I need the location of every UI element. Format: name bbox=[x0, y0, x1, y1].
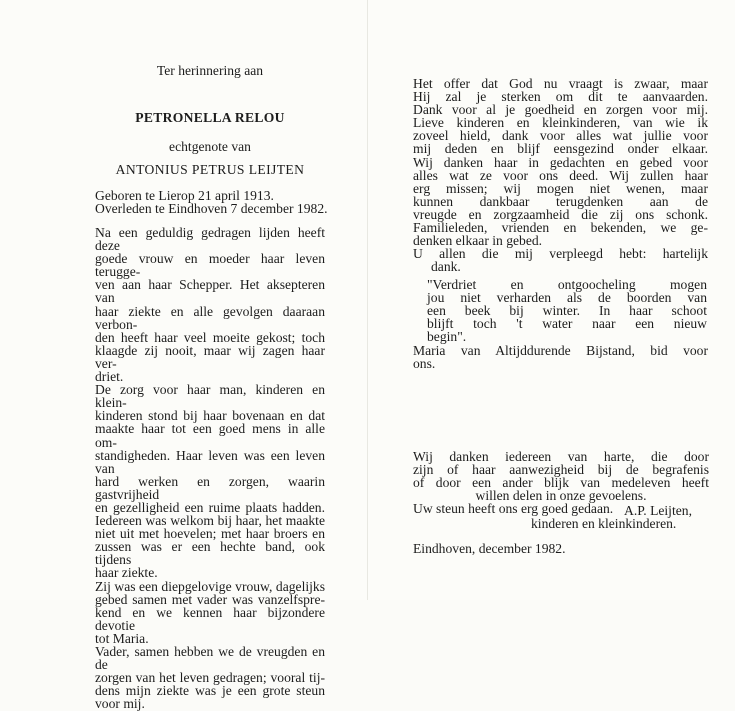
farewell-text bbox=[413, 77, 708, 273]
prayer-line: Maria van Altijddurende Bijstand, bid voor bbox=[413, 343, 708, 358]
bio-line: zorgen van het leven gedragen; vooral tij- bbox=[95, 670, 325, 686]
farewell-line: U allen die mij verpleegd hebt: hartelijk bbox=[413, 246, 708, 262]
poem-line: een beek bij winter. In haar schoot bbox=[427, 303, 707, 319]
thanks-line: Wij danken iedereen van harte, die door bbox=[413, 449, 709, 464]
spouse-name: ANTONIUS PETRUS LEIJTEN bbox=[115, 162, 305, 177]
bio-line: den heeft haar veel moeite gekost; toch bbox=[95, 329, 325, 345]
bio-line: ven aan haar Schepper. Het aksepteren van bbox=[95, 277, 325, 306]
bio-line: dens mijn ziekte was je een grote steun bbox=[95, 683, 325, 699]
bio-line: voor mij. bbox=[95, 696, 145, 711]
farewell-line: zoveel hield, dank voor alles wat jullie voor bbox=[413, 128, 708, 144]
farewell-line: alles wat ze voor ons deed. Wij zullen haar bbox=[413, 167, 708, 183]
bio-line: Zij was een diepgelovige vrouw, dagelijks bbox=[95, 578, 325, 594]
bio-line: goede vrouw en moeder haar leven terugge- bbox=[95, 251, 325, 280]
farewell-line: Dank voor al je goedheid en zorgen voor mij. bbox=[413, 102, 708, 118]
intro-text: Ter herinnering aan bbox=[156, 63, 264, 78]
thanks-line: Uw steun heeft ons erg goed gedaan. bbox=[413, 501, 614, 517]
poem-line: jou niet verharden als de boorden van bbox=[427, 290, 707, 306]
life-dates bbox=[95, 189, 340, 215]
bio-line: zussen was er een hechte band, ook tijdens bbox=[95, 539, 325, 568]
bio-line: De zorg voor haar man, kinderen en klein- bbox=[95, 382, 325, 411]
bio-line: haar ziekte en alle gevolgen daaraan verbon- bbox=[95, 303, 325, 332]
prayer-text bbox=[413, 344, 708, 370]
birth-line: Geboren te Lierop 21 april 1913. bbox=[95, 188, 274, 203]
thanks-line: willen delen in onze gevoelens. bbox=[475, 488, 647, 504]
bio-line: kend en we kennen haar bijzondere devotie bbox=[95, 604, 325, 633]
card-fold-line bbox=[367, 0, 368, 600]
farewell-line: Het offer dat God nu vraagt is zwaar, maar bbox=[413, 76, 708, 91]
bio-line: kinderen stond bij haar bovenaan en dat bbox=[95, 408, 325, 424]
poem-line: blijft toch 't water naar een nieuw bbox=[427, 316, 707, 332]
bio-line: niet uit met hoevelen; met haar broers en bbox=[95, 526, 325, 542]
farewell-line: denken elkaar in gebed. bbox=[413, 233, 543, 249]
thanks-line: of door een ander blijk van medeleven heeft bbox=[413, 475, 709, 491]
bio-line: haar ziekte. bbox=[95, 565, 158, 581]
bio-line: gebed samen met vader was vanzelfspre- bbox=[95, 591, 325, 607]
farewell-line: vreugde en zorgzaamheid die zij ons schonk. bbox=[413, 206, 708, 222]
bio-line: Iedereen was welkom bij haar, het maakte bbox=[95, 513, 325, 529]
deceased-name: PETRONELLA RELOU bbox=[135, 110, 285, 125]
relation-text: echtgenote van bbox=[169, 139, 251, 154]
farewell-line: dank. bbox=[431, 259, 461, 275]
place-date: Eindhoven, december 1982. bbox=[413, 541, 566, 556]
bio-line: tot Maria. bbox=[95, 630, 149, 646]
thanks-line: zijn of haar aanwezigheid bij de begrafenis bbox=[413, 462, 709, 478]
bio-line: Vader, samen hebben we de vreugden en de bbox=[95, 644, 325, 673]
bio-line: maakte haar tot een goed mens in alle om- bbox=[95, 421, 325, 450]
farewell-line: Hij zal je sterken om dit te aanvaarden. bbox=[413, 89, 708, 105]
farewell-line: Wij danken haar in gedachten en gebed voor bbox=[413, 154, 708, 170]
poem-line: "Verdriet en ontgoocheling mogen bbox=[427, 277, 707, 292]
bio-line: en gezelligheid een ruime plaats hadden. bbox=[95, 499, 325, 515]
prayer-line: ons. bbox=[413, 356, 436, 372]
signature-name: A.P. Leijten, bbox=[624, 503, 692, 518]
biography bbox=[95, 226, 325, 710]
bio-line: klaagde zij nooit, maar wij zagen haar ver- bbox=[95, 342, 325, 371]
farewell-line: erg missen; wij mogen niet wenen, maar bbox=[413, 180, 708, 196]
farewell-line: Familieleden, vrienden en bekenden, we ge- bbox=[413, 220, 708, 236]
death-line: Overleden te Eindhoven 7 december 1982. bbox=[95, 201, 328, 217]
bio-line: standigheden. Haar leven was een leven van bbox=[95, 447, 325, 476]
poem-line: begin". bbox=[427, 329, 467, 345]
farewell-line: mij deden en blijf eensgezind onder elkaar. bbox=[413, 141, 708, 157]
farewell-line: kunnen dankbaar terugdenken aan de bbox=[413, 193, 708, 209]
bio-line: driet. bbox=[95, 369, 124, 385]
signature-family: kinderen en kleinkinderen. bbox=[531, 516, 677, 531]
farewell-line: Lieve kinderen en kleinkinderen, van wie ik bbox=[413, 115, 708, 131]
bio-line: hard werken en zorgen, waarin gastvrijheid bbox=[95, 473, 325, 502]
quote-poem bbox=[427, 278, 707, 343]
bio-line: Na een geduldig gedragen lijden heeft deze bbox=[95, 225, 325, 254]
